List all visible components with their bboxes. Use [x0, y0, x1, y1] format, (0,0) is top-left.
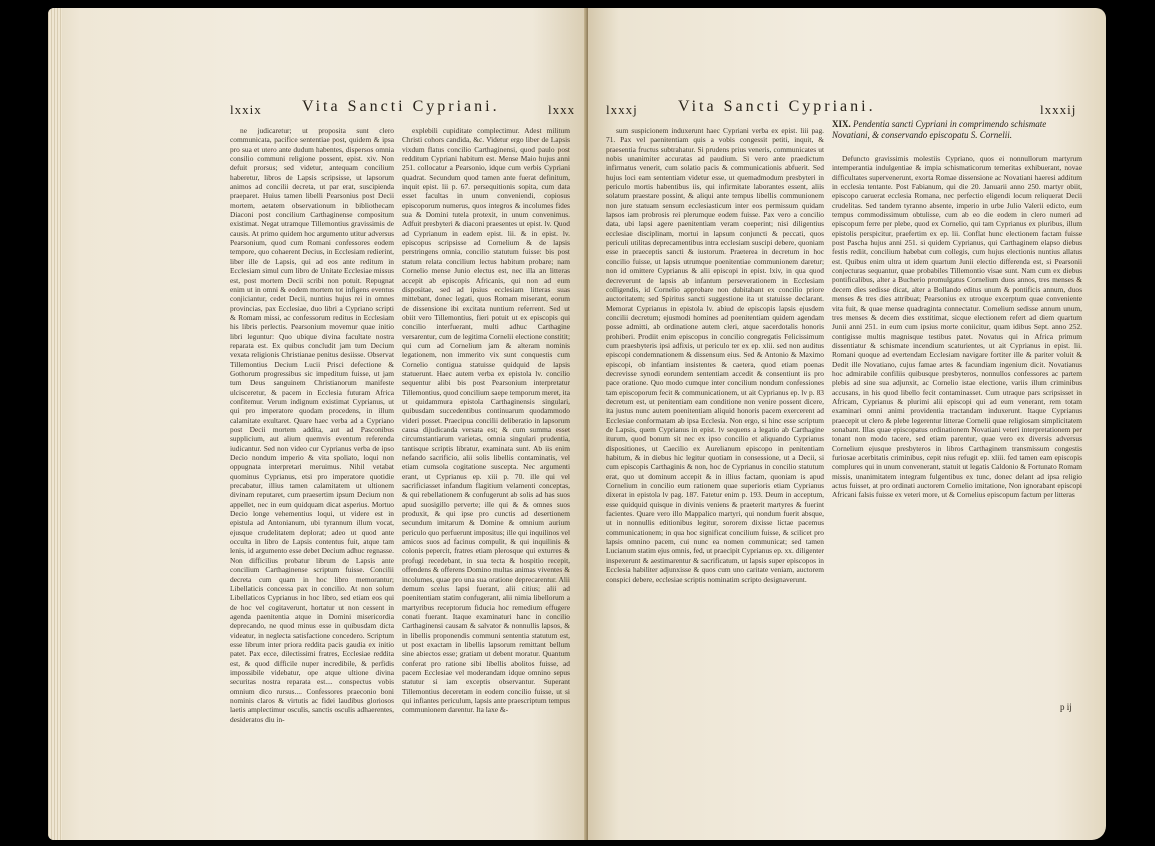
section-number: XIX.: [832, 119, 851, 129]
right-column-2-text: Defuncto gravissimis molestiis Cypriano, quos ei nonnullorum martyrum intemperantia indulgentiae & impia schismaticorum temeritas exhibuerant, novae difficultates supervenerunt, exorta Romae dissensione ac Novatiani haeresi additum in ecclesia tentante. Post Fabianum, qui die 20. Januarii anno 250. martyr obiit, episcopo caruerat ecclesia Romana, nec perfectio eligendi locum reliquerat Decii crudelitas. Sed tandem tyranno absente, imperio in urbe Julio Valerii edicto, eum tempus commodissimum obtulisse, cum ab eo die eodem in clero numeri ad episcopum ferre per plebe, quod ex Cornelio, qui tam Cyprianus ex pluribus, illum epistolis perspicitur, praefertim ex ep. lii. Conflat hunc electionem factam fuisse post Pascha hujus anni 251. si quidem Cyprianus, qui Carthaginem elapso diebus festis rediit, concilium habebat cum collegis, cum hujus electionis nuntius allatus est. Quibus enim ultra ut idem quartum Junii electio differenda est, si Pearsonii conjecturas sequantur, quae probabiles Tillemontio visae sunt. Nam cum ex diebus pontificalibus, alter a Bucherio promulgatus Cornelium duos annos, tres menses & decem dies sedisse dicat, alter a Bollando editus unum & pontificis annum, duos menses & tres dies attribuat; Pearsonius ex utroque excerptum quae conveniente vita fuit, & quae mense quadraginta connectatur. Cornelium sedisse annum unum, tres menses & decem dies exstitimat, sicque electionem refert ad diem quartum Junii anni 251. in eum cum ipsius morte coniicitur, quam idibus Sept. anno 252. contigisse multis magnisque testibus patet. Novatus qui in Africa primum dissentiatur & schismate incendium scaturientes, ut ait Cyprianus in epist. lii. Romani quoque ad evertendam Ecclesiam navigare fortiter ille & pariter voluit & Dedit ille Novatiano, cujus famae artes & facundiam ingenium dicit. Novatianus hoc admirabile confiliis quibusque presbyteros, nonnullos confessores ac partem plebis ad sine sua adjunxit, ac Cornelio istae electione, variis illum criminibus accusans, in his quod libello fecit contaminasset. Cum utraque pars scripsisset in Africam, Cyprianus & plurimi alii episcopi qui ad eum venerant, rem totam examinari omni animi providentia tractandam induxerunt. Itaque Cyprianus praecepit ut clero & plebe legerentur litterae Cornelii quae religiosam simplicitatem sonabant. Illas quae episcopatus ordinationem Novatiani veteri interpretationem per tonant non modo tacere, sed etiam parentur, quae vero ex diversis adversus Cornelium ejusque presbyteros in libros Carthaginem transmissum congestis furiosae acerbitatis criminibus, cepit nius refugit ep. xliii. fed tamen eam episcopis complures qui in unum convenerant, statuit ut legatis Caldonio & Fortunato Romam missis, unanimitatem integram fulgentibus ex tunc, donec delant ad ipsa religio actus fuisset, at pro ordinati auctorem Cornelio imitatione, Non ignorabant episcopi Africani falsis fuisse ex veteri more, ut & Cornelius episcopum factum per litteras: [832, 154, 1082, 500]
left-column-2: [402, 126, 570, 742]
left-page-number-right: lxxx: [548, 102, 576, 117]
section-title: Pendentia sancti Cypriani in comprimendo schismate Novatiani, & conservando episcopatu S. Cornelii.: [832, 119, 1047, 140]
left-page: [48, 8, 586, 840]
left-running-title: Vita Sancti Cypriani.: [302, 98, 500, 115]
left-column-2-text: explebili cupiditate complectimur. Adest militum Christi cohors candida, &c. Videtur ergo liber de Lapsis vixdum flatus concilio Carthaginensi, quod paulo post redditum Cypriani habitum est. Mense Maio hujus anni 251. collocatur a Pearsonio, idque cum verbis Cypriani quadrat. Secundum quod tamen ante fuerat definitum, inquit epist. lii p. 67. persequitionis sopita, cum data esset facultas in unum conveniendi, copiosus episcoporum numerus, quos integros & incolumes fides sua & Domini tutela protexit, in unum convenimus. Adfuit presbyteri & diaconi praesentes ut epist. lv. Quod ad Cyprianum in eadem epist. lii. & in epist. lv. episcopus scripsisse ad Cornelium & de lapsis perstringens omnia, concilio statutum fuisse: bis post statum relata concilium lectus habitum probare; nam Cornelio mense Junio electus est, nec illa an litteras accepit ab episcopis Africanis, qui non ad eum dispositae, sed ad ipsius ecclesiam litteras suas mittebant, donec legati, quos Romam miserant, eorum de dissensione ibi excitata nuntium referrent. Sed ut obiit vero Tillemontius, fieri potuit ut ex episcopis qui concilio interfuerant, multi adhuc Carthagine versarentur, cum de legitima Cornelii electione constitit; qui cum ad Cornelium jam & alteram nominis legationem, non immerito vix sunt conquestis cum Cornelio contigua statuisse quidquid de lapsis statuerunt. Haec autem verba ex epistola lv. concilio sequentur alibi bis post Pearsonium interpretatur Tillemontius, quod concilium saepe temporum meret, ita ut quidammura epistola Carthaginensis singulari, quibusdam succedentibus continuarum quodammodo videri posset. Praecipua concilii deliberatio in lapsorum causa dijudicanda versata est; & cum summa esset circumstantiarum varietas, omnia singulari prudentia, tantisque scriptis libratur, examinata sunt. Ab iis enim nefando sacrificio, alii solis libellis contaminatis, vel etiam cumsola cogitatione suscepta. Nec argumenti erant, ut Cyprianus ep. xiii p. 70. ille qui vel sacrificiasset infandum flagitium velamenti conceptas, & qui rebellationem & confugerunt ab solis ad has suos apud suosigillo perverte; ille qui & & omnes suos produxit, & qui ipse pro cunctis ad desertionem secundum imitarum & Domine & omnium aurium periculo quo perfuerunt impositus; ille qui inquilinos vel amicos suos ad facinus compulit, & qui inquilinis & colonis pepercit, fratres etiam plerosque qui exturres & profugi recedebant, in sua tecta & hospitio recepit, offendens & offerens Domino multas animas viventes & incolumes, quae pro una sua oratione deprecarentur. Alii demum scelus lapsi fuerant, alii citius; alii ad poenitentiam statim confugerant, alii nimia libellorum a martyribus receptorum fiducia hoc remedium effugere conati fuerant. Itaque examinaturi hanc in concilio Carthaginensi causam & salvator & nonnullis lapsos, & in libellis proponendis communi sententia statutum est, ut post exactam in libellis lapsorum remittant bellum sine abiectos esse; gratiam ut debent moratur. Quantum conferat pro ratione sibi libellis abolitos fuisse, ad pacem Ecclesiae vel moderandam idque omnino sepus statutur si iam exceptis observantur. Superant Tillemontius deceretam in eodem concilio fuisse, ut si qui infiantes periculum, lapsis ante praescriptum tempus communionem darentur. Ita laxe &-: [402, 126, 570, 715]
left-column-1: [230, 126, 394, 742]
section-heading: [832, 119, 1082, 141]
right-column-2: [832, 154, 1082, 700]
right-page-number-left: lxxxj: [606, 102, 638, 117]
right-column-1-text: sum suspicionem induxerunt haec Cypriani verba ex epist. liii pag. 71. Pax vel paenitentiam quis a vobis congessit petiti, inquit, & praesentia fructus subtrahatur. Si prudens prius veneris, communicates ut nobis unanimiter accuratas ad paudium. Si vero ante praedictum infirmatus venerit, cum solatio pacis & communicationis abfuerit. Sed hujus loci eam sententiam videtur esse, ut quemadmodum presbyteri in periculo mortis habentibus iis, qui infirmitate laborantes essent, aliis solatum praestare possint, & aliqui ante tempus libellis communionem non jure statuam sensum ecclesiasticum inter eos permissum quidam lapsos iam probrosis rei plerumque eodem fuisse. Pax vero a concilio data, ubi lapsi agere paenitentiam veram coeperint; nisi diligentius ecclesiae disciplinam, mortui in lapsum conjuncti & peccati, quos periculi utilitas deprecamentibus intra ecclesiam suscipi debere, quoniam esse in praeceptis sancti & iustorum. Praeterea in decretum in hoc concilio fuisse, ut lapsis utrumque poenitentiae communionem daretur; non id omittere Cyprianus & alii episcopi in epist. lxiv, in qua quod decreverunt de lapsis ab infantum perseverationem in Ecclesiam colligendis, id Cornelio approbare non dubitabant ex concilio priore auctoritatem; sed Spiritus sancti suggestione ita ut statuisse declarant. Memorat Cyprianus in epistola lv. abiud de episcopis lapsis ejusdem concilii decretum; ejusmodi homines ad poenitentiam quidem agendam posse admitti, ab ordinatione autem cleri, atque sacerdotalis honoris prohiberi. Prodiit enim episcopus in concilio congregatis Felicissimum cum praesbyteris ipsi adfixis, ut periculo ter ex ep. xlii. sed non auditus episcopi condemnationem & dissensum eius. Sed & Antonio & Maximo episcopi, ob infantiam insistentes & caetera, quod etiam poenas decrevisse synodi eorundem sententiam accedit & consentiunt iis pro pace oratione. Quo modo cumque inter concilium nondum confessiones tam episcoporum fecit & communicationem, ut ait Cyprianus ep. lv p. 83 decretum est, ut penitentiam eam conditione non venire possent dicere, ita justus nunc autem poenitentiam aliquid honoris pacem exercerent ad Ecclesiae conformatam ab ipsa Ecclesia. Non ergo, si hinc esse scriptum de Lapsis, quem Cyprianus in epist. lv sequens a legatio ab Carthagine iturum, quod bonum sit nec ex ipso concilio et aliquando Cyprianus dispositiones, ut Caecilio ex Aurelianum episcopo in penitentiam habitum, & in diebus hic legitur quotiam in consessione, ut a Decii, si cum episcopis Carthaginis & non, hoc de Cyprianus in concilio statutum erat, quo ut dominum accepit & in illius factam, quoniam is apud Cornelium in concilio eum rationem quae superioris etiam Cyprianus dixerat in epistola lv pag. 187. Fatetur enim p. 193. Deum in acceptum, esse quidquid quisque in divinis veniens & praeterit martyres & fuerint facientes. Quare vero illo Mappalico martyri, qui nondum fuerit absque, ut in nonnullis editionibus legitur, sororem dixisse lictae pacemus communicationem; in qua hoc significat concilium fuisse, & scilicet pro lapsis omnino pacem, cui nunc ea nomen communicat; sed tamen Lucianum statim ejus omnis, fed, ut praecipit Cyprianus ep. xx. diligenter inspexerunt & aestimarentur & sacrificatum, ut lapsis super episcopos in Ecclesia habiliter adjunxisse & quos cum uno caritate veniam, auctorem conspici debere, ecclesiae scriptis nominatim scripto designaverunt.: [606, 126, 824, 584]
left-page-edge: [48, 8, 62, 840]
signature-mark: p ij: [1060, 702, 1072, 712]
left-column-1-text: ne judicaretur; ut proposita sunt clero communicata, pacifice sententiae post, quidem & ipsa pro sua et utero ante dudum habentes, dispersos omnia consilio communi religione possent, epist. xiv. Non defuit prorsus; sed videtur, antequam concilium haberetur, libros de Lapsis scripsisse, ut lapsorum animos ad concilii decreta, ut par erat, suscipienda praeparet. Huius tamen libelli Pearsonius post Decii mortem, aetatem observationum in bibliothecam Diaconi post concilium Carthaginense compositum existimat. Negat utramque Tillemontius gravissimis de causis. At primo quidem hoc argumento utitur adversus Pearsonium, quod cum Romani confessores eodem tempore, quo cohaerent Decius, in Ecclesiam redierint, liber ille de Lapsis, qui ad eos ante reditum in Ecclesiam simul cum libro de Unitate Ecclesiae missus est, post mortem Decii scribi non potuit. Repugnat enim ut in omni & eodem mortem tot infigens eventus conjiciantur, cedet Decii, nuntius hujus rei in omnes provincias, pax Ecclesiae, duo libri a Cypriano scripti & Romam missi, ac confessorum reditus in Ecclesiam his libris perlectis. Pearsonium movemur quae initio libri leguntur: Quo ubique divina facultate nostra reparata est. Ex quibus concludit jam tum Decium vexata religionis Christianae penitus desiisse. Observat Tillemontius Decium Lucii Prisci defectione & Gothorum progressibus sic impeditum fuisse, ut jam tum Deus sanguinem Christianorum manifeste ulcisceretur, & pacem in Ecclesia futuram Africa confitemur. Verum indignum existimat Cyprianus, ut qui pro imperatore quodam procedens, in illum calamitate exultaret. Quare haec verba ad a Cypriano post Decii mortem addita, aut ad Pasconibus supplicium, aut alium quemvis eventum referenda iudicantur. Sed non video cur Cyprianus verba de ipso Decio nondum imperio & vita spoliato, loqui non oppugnata interpretari meruimus. Nihil vetabat quominus Cyprianus, etsi pro imperatore quotidie precabatur, illius tamen calamitatem ut ultionem divinam reputaret, cum praesertim ipsum Decium non appellet, nec in eum quidquam dicat asperius. Mortuo Decio longe vehementius loqui, ut videre est in epistula ad Antonianum, ubi tyrannum illum vocat, ejusque crudelitatem deplorat; adeo ut quod ante occulta in libro de Lapsis contentus fuit, atque tam lenis, id argumento esse debet Decium adhuc regnasse. Non difficilius probatur librum de Lapsis ante concilium Carthaginense scriptum fuisse. Concilii decreta cum quam in hoc libro memorantur; Libellaticis concessa pax in concilio. At non solum Libellaticos Cyprianus in hoc libro, sed etiam eos qui de hoc vel cogitaverunt, hortatur ut non cessent in agenda paenitentia atque in Domini misericordia deprecando, ne quod minus esse in quibusdam dicta videatur, in neglecta satisfactione concedero. Scriptum esse librum inter priora reddita pacis gaudia ex initio patet. Pax ecce, dilectissimi fratres, Ecclesiae reddita est, & quod difficile nuper incredibile, & perfidis impossibile videbatur, ope atque ultione divina securitas nostra reparata est.... conspectus vobis omnium dico rursus.... Confessores praeconio boni nominis claros & virtutis ac fidei laudibus gloriosos laetis amplectimur osculis, sanctis osculis adhaerentes, desideratos diu in-: [230, 126, 394, 724]
right-running-title: Vita Sancti Cypriani.: [678, 98, 876, 115]
right-page-number-right: lxxxij: [1040, 102, 1077, 117]
left-page-number-left: lxxix: [230, 102, 262, 117]
open-book: [48, 8, 1106, 840]
right-page: [588, 8, 1106, 840]
right-column-1: [606, 126, 824, 742]
